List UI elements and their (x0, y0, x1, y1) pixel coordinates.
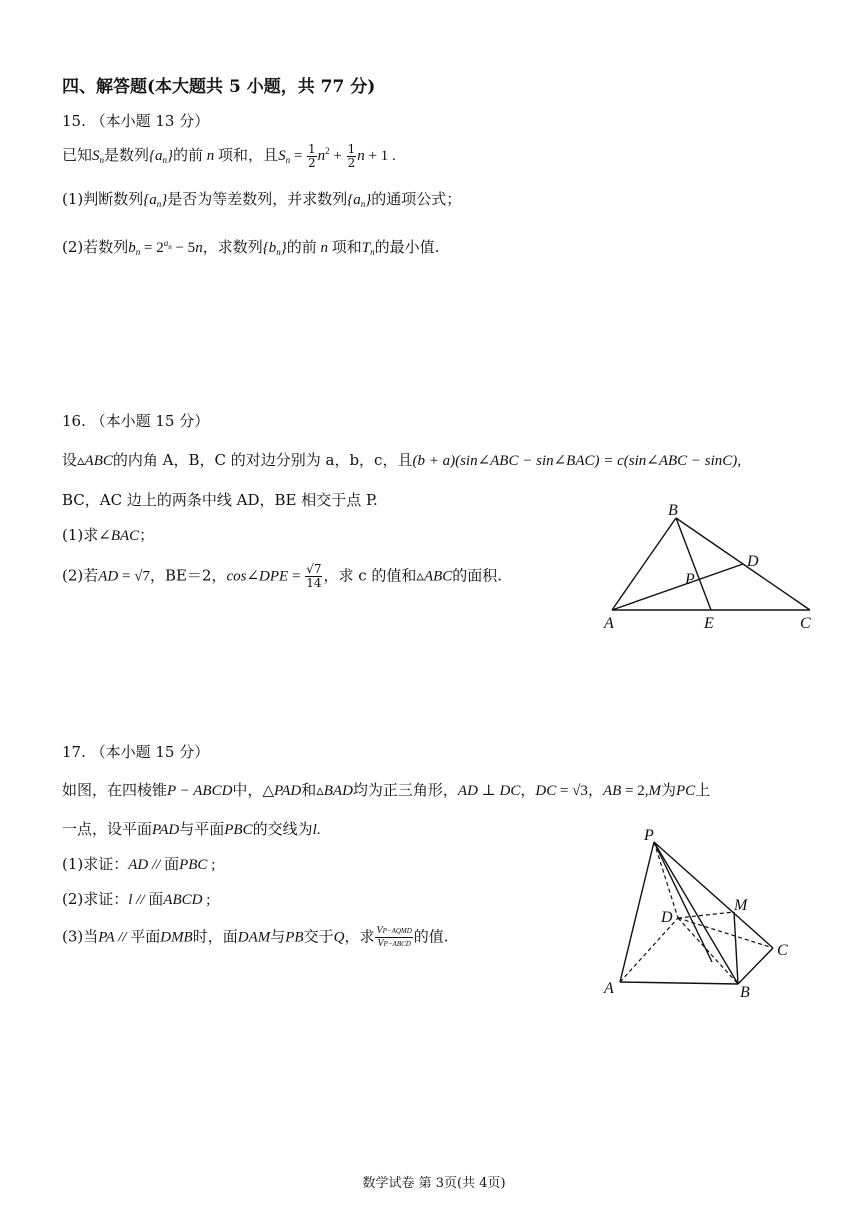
q16-line1: 设▵ABC的内角 A，B，C 的对边分别为 a，b，c，且(b + a)(sin∠ABC − sin∠BAC) = c(sin∠ABC − sinC), (62, 451, 742, 469)
q16-line2: BC，AC 边上的两条中线 AD，BE 相交于点 P. (62, 491, 378, 509)
q16-header: 16. （本小题 15 分） (62, 412, 210, 430)
q17-pyramid-figure (598, 822, 798, 1002)
q17-line1: 如图，在四棱锥P − ABCD中，△PAD和▵BAD均为正三角形，AD ⊥ DC，DC = √3，AB = 2,M为PC上 (62, 781, 711, 799)
label-c: C (777, 942, 788, 959)
q15-header: 15. （本小题 13 分） (62, 112, 210, 130)
q16-part1: (1)求∠BAC； (62, 526, 155, 544)
edge-bm (734, 912, 738, 984)
page-footer: 数学试卷 第 3页(共 4页) (362, 1176, 506, 1191)
section-title: 四、解答题(本大题共 5 小题，共 77 分) (62, 77, 376, 97)
edge-pa (620, 842, 654, 982)
q17-line2: 一点，设平面PAD与平面PBC的交线为l. (62, 820, 321, 838)
label-e: E (704, 615, 714, 632)
q17-header: 17. （本小题 15 分） (62, 743, 210, 761)
hidden-edge-dm (678, 912, 734, 918)
q17-part1: (1)求证：AD // 面PBC ; (62, 855, 216, 873)
edge-bc (738, 948, 773, 984)
label-c: C (800, 615, 811, 632)
median-be (676, 518, 711, 610)
edge-pq (654, 842, 712, 962)
label-a: A (604, 615, 614, 632)
q15-part2: (2)若数列$b_n = 2^{a_n} - 5n$，求数列$\{b_n\}$的前 n 项和$T_n$的最小值. (62, 238, 440, 257)
label-b: B (668, 502, 678, 519)
label-d: D (747, 553, 759, 570)
q17-part2: (2)求证：l // 面ABCD ; (62, 890, 211, 908)
edge-ab (612, 518, 676, 610)
edge-ab (620, 982, 738, 984)
median-ad (612, 564, 743, 610)
label-p: P (685, 571, 695, 588)
label-d: D (661, 909, 673, 926)
hidden-edge-ad (620, 918, 678, 982)
q16-part2: (2)若AD = √7，BE＝2，cos∠DPE = $\frac{√7}{14}$ ，求 c 的值和▵ABC的面积. (62, 562, 503, 590)
q15-statement: 已知$S_n$是数列$\{a_n\}$的前 n 项和，且$S_n$ = $\frac{1}{2}$ $n^2$ + $\frac{1}{2}$ n + 1 . (62, 141, 396, 170)
label-m: M (734, 897, 748, 914)
edge-pc (654, 842, 773, 948)
label-b: B (740, 984, 750, 1001)
q16-triangle-figure (598, 498, 826, 634)
q17-part3: (3)当PA // 平面DMB时，面DAM与PB交于Q，求 $\frac{\text{VP−AQMD}}{\text{VP−ABCD}}$ 的值. (62, 925, 449, 949)
label-p: P (644, 827, 654, 844)
q15-part1: (1)判断数列$\{a_n\}$是否为等差数列，并求数列$\{a_n\}$的通项公式； (62, 190, 462, 209)
hidden-edge-dc (678, 918, 773, 948)
label-a: A (604, 980, 614, 997)
